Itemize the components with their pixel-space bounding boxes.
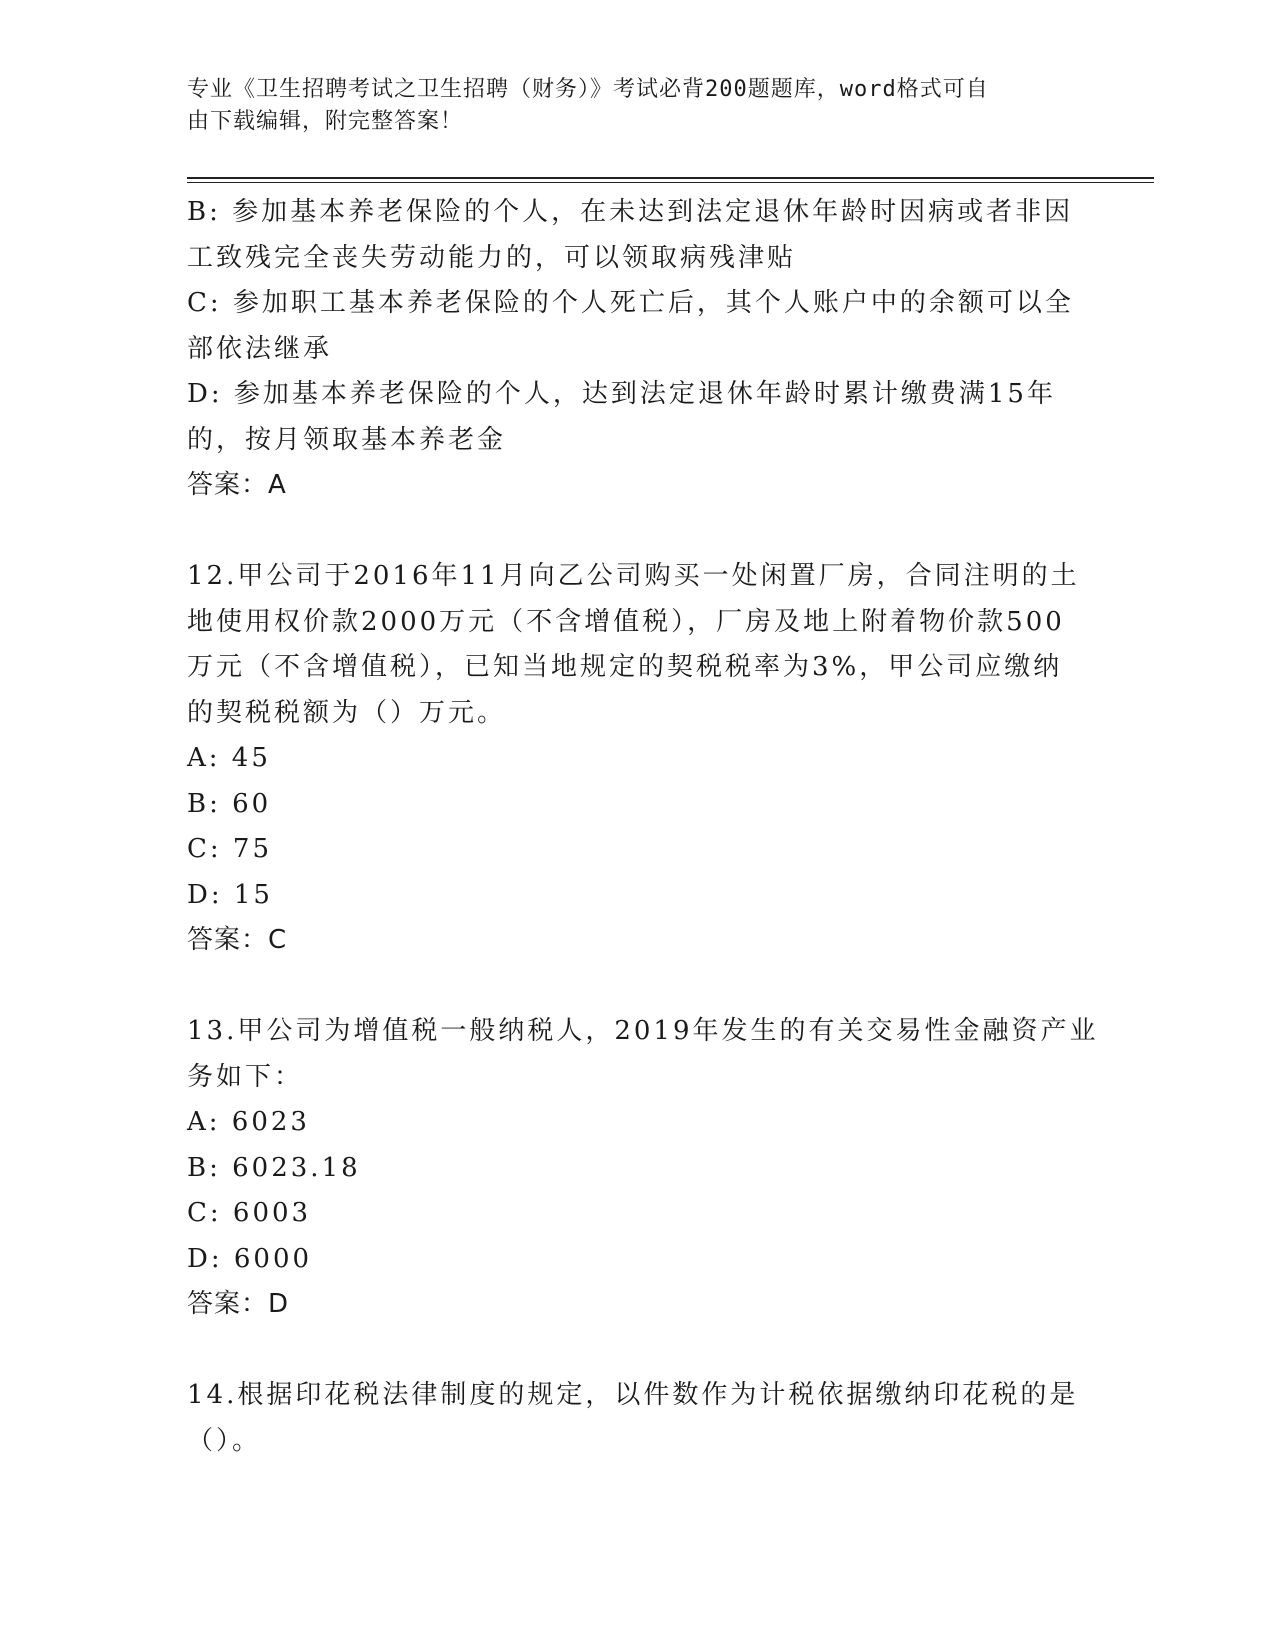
question-spacer bbox=[187, 964, 1082, 1010]
option-d-line-2: 的，按月领取基本养老金 bbox=[187, 424, 507, 455]
question-spacer bbox=[187, 509, 1082, 555]
question-13 bbox=[187, 1009, 1099, 1328]
option-c-line-1: C: 参加职工基本养老保险的个人死亡后，其个人账户中的余额可以全 bbox=[187, 288, 1074, 318]
option-c-line-2: 部依法继承 bbox=[187, 333, 333, 364]
answer-label: 答案：A bbox=[187, 470, 287, 500]
question-11-fragment bbox=[187, 190, 1082, 509]
option-d: D: 15 bbox=[187, 879, 273, 910]
answer-label: 答案：D bbox=[187, 1289, 290, 1319]
question-stem-line-4: 的契税税额为（）万元。 bbox=[187, 697, 507, 728]
header-line-1: 专业《卫生招聘考试之卫生招聘（财务）》考试必背200题题库，word格式可自 bbox=[187, 77, 989, 102]
header-divider-thick bbox=[187, 177, 1154, 179]
question-12 bbox=[187, 554, 1082, 964]
question-stem-line-2: 地使用权价款2000万元（不含增值税），厂房及地上附着物价款500 bbox=[187, 606, 1065, 637]
option-b: B: 60 bbox=[187, 788, 272, 819]
question-list bbox=[187, 190, 1099, 1464]
answer-label: 答案：C bbox=[187, 925, 288, 955]
option-b: B: 6023.18 bbox=[187, 1152, 361, 1183]
header-line-2: 由下载编辑，附完整答案！ bbox=[187, 109, 464, 134]
question-stem-line-3: 万元（不含增值税），已知当地规定的契税税率为3%，甲公司应缴纳 bbox=[187, 652, 1063, 682]
option-b-line-1: B: 参加基本养老保险的个人，在未达到法定退休年龄时因病或者非因 bbox=[187, 197, 1074, 227]
header-divider-thin bbox=[187, 182, 1154, 183]
option-c: C: 6003 bbox=[187, 1198, 312, 1228]
option-a: A: 6023 bbox=[187, 1107, 310, 1137]
document-header bbox=[187, 74, 1067, 138]
question-stem-line-1: 13.甲公司为增值税一般纳税人，2019年发生的有关交易性金融资产业 bbox=[187, 1016, 1099, 1046]
option-a: A: 45 bbox=[187, 743, 271, 773]
option-c: C: 75 bbox=[187, 834, 273, 864]
question-14 bbox=[187, 1373, 1082, 1464]
question-spacer bbox=[187, 1328, 1082, 1374]
option-d-line-1: D: 参加基本养老保险的个人，达到法定退休年龄时累计缴费满15年 bbox=[187, 379, 1056, 409]
question-stem-line-1: 12.甲公司于2016年11月向乙公司购买一处闲置厂房，合同注明的土 bbox=[187, 561, 1080, 591]
question-stem-line-2: 务如下： bbox=[187, 1061, 304, 1092]
question-stem-line-1: 14.根据印花税法律制度的规定，以件数作为计税依据缴纳印花税的是 bbox=[187, 1380, 1079, 1410]
question-stem-line-2: （）。 bbox=[187, 1425, 262, 1456]
option-b-line-2: 工致残完全丧失劳动能力的，可以领取病残津贴 bbox=[187, 242, 797, 273]
option-d: D: 6000 bbox=[187, 1243, 313, 1274]
